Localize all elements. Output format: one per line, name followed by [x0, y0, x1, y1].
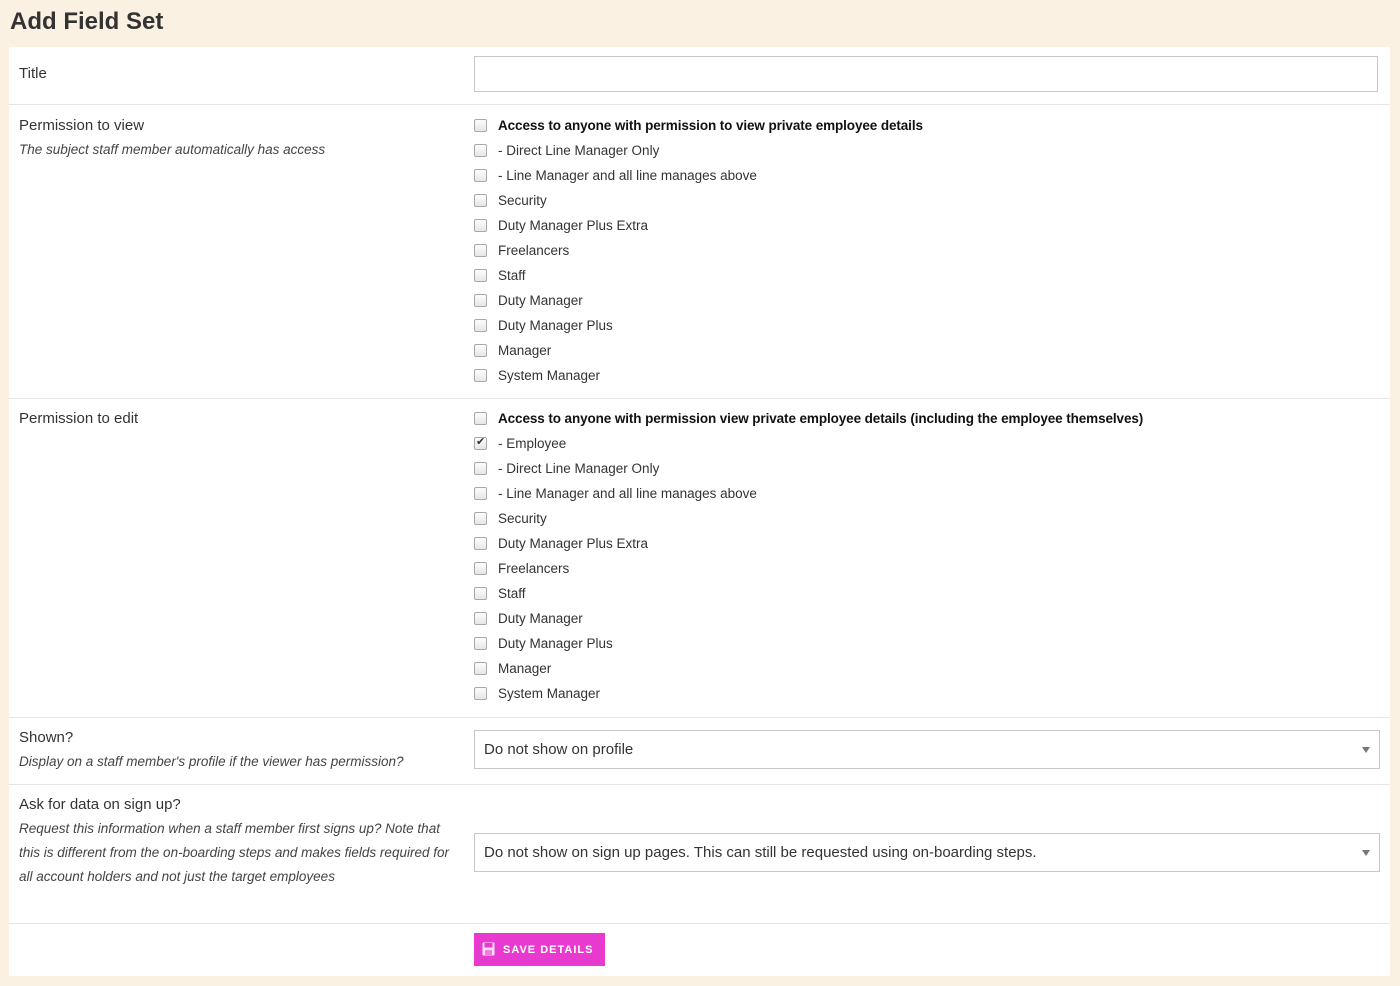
shown-row	[9, 717, 1390, 784]
checkbox-item[interactable]	[474, 268, 1374, 293]
checkbox[interactable]	[474, 637, 487, 650]
checkbox[interactable]	[474, 412, 487, 425]
page-title: Add Field Set	[10, 8, 164, 35]
checkbox-item[interactable]	[474, 318, 1374, 343]
checkbox-item[interactable]	[474, 411, 1374, 436]
checkbox-item[interactable]	[474, 343, 1374, 368]
floppy-disk-icon	[482, 942, 495, 956]
checkbox-label: - Direct Line Manager Only	[498, 143, 660, 158]
checkbox[interactable]	[474, 269, 487, 282]
checkbox-item[interactable]	[474, 243, 1374, 268]
permission-view-hint: The subject staff member automatically has access	[19, 142, 326, 157]
title-input[interactable]	[474, 56, 1378, 92]
checkbox-item[interactable]	[474, 461, 1374, 486]
checkbox-item[interactable]	[474, 636, 1374, 661]
checkbox[interactable]	[474, 294, 487, 307]
checkbox[interactable]	[474, 244, 487, 257]
actions-row	[9, 923, 1390, 977]
checkbox-label: Manager	[498, 343, 552, 358]
permission-view-label: Permission to view	[19, 117, 145, 134]
checkbox-label: System Manager	[498, 686, 601, 701]
permission-edit-row	[9, 398, 1390, 717]
checkbox-label: Access to anyone with permission to view private employee details	[498, 118, 923, 133]
checkbox-label: Staff	[498, 586, 526, 601]
checkbox-label: Access to anyone with permission view private employee details (including the employee themselves)	[498, 411, 1144, 426]
checkbox-item[interactable]	[474, 561, 1374, 586]
checkbox[interactable]	[474, 662, 487, 675]
checkbox[interactable]	[474, 612, 487, 625]
checkbox[interactable]	[474, 369, 487, 382]
title-row	[9, 47, 1390, 104]
chevron-down-icon	[1362, 747, 1370, 753]
checkbox[interactable]	[474, 462, 487, 475]
checkbox[interactable]	[474, 194, 487, 207]
signup-row	[9, 784, 1390, 923]
checkbox-item[interactable]	[474, 143, 1374, 168]
checkbox-item[interactable]	[474, 661, 1374, 686]
checkbox[interactable]	[474, 319, 487, 332]
checkbox-item[interactable]	[474, 536, 1374, 561]
save-details-label: SAVE DETAILS	[503, 944, 594, 956]
checkbox-label: Freelancers	[498, 561, 570, 576]
checkbox[interactable]	[474, 219, 487, 232]
checkbox-label: System Manager	[498, 368, 601, 383]
checkbox-label: Security	[498, 511, 547, 526]
checkbox-label: - Employee	[498, 436, 567, 451]
checkbox[interactable]	[474, 344, 487, 357]
signup-select-value: Do not show on sign up pages. This can still be requested using on-boarding steps.	[484, 844, 1037, 861]
shown-select[interactable]	[474, 730, 1380, 769]
field-set-form	[9, 47, 1390, 976]
checkbox-label: - Direct Line Manager Only	[498, 461, 660, 476]
checkbox[interactable]	[474, 119, 487, 132]
shown-select-value: Do not show on profile	[484, 741, 634, 758]
permission-edit-label: Permission to edit	[19, 410, 139, 427]
checkbox-label: Duty Manager Plus	[498, 318, 613, 333]
shown-label: Shown?	[19, 729, 74, 746]
checkbox-item[interactable]	[474, 586, 1374, 611]
checkbox-item[interactable]	[474, 486, 1374, 511]
save-details-button[interactable]	[474, 933, 605, 966]
checkbox[interactable]	[474, 437, 487, 450]
signup-label: Ask for data on sign up?	[19, 796, 181, 813]
checkbox-item[interactable]	[474, 436, 1374, 461]
chevron-down-icon	[1362, 850, 1370, 856]
checkbox-label: Duty Manager Plus Extra	[498, 218, 649, 233]
checkbox-item[interactable]	[474, 218, 1374, 243]
signup-hint: Request this information when a staff member first signs up? Note that this is different from the on-boarding steps and makes fields required for all account holders and not just the target employees	[19, 821, 449, 884]
checkbox[interactable]	[474, 487, 487, 500]
checkbox-item[interactable]	[474, 511, 1374, 536]
checkbox-label: Duty Manager	[498, 611, 583, 626]
checkbox[interactable]	[474, 537, 487, 550]
checkbox-item[interactable]	[474, 368, 1374, 393]
checkbox-item[interactable]	[474, 193, 1374, 218]
checkbox[interactable]	[474, 687, 487, 700]
checkbox-label: Freelancers	[498, 243, 570, 258]
permission-view-row	[9, 104, 1390, 398]
checkbox-item[interactable]	[474, 611, 1374, 636]
checkbox[interactable]	[474, 144, 487, 157]
checkbox[interactable]	[474, 587, 487, 600]
checkbox-label: - Line Manager and all line manages above	[498, 486, 757, 501]
checkbox-item[interactable]	[474, 168, 1374, 193]
title-label: Title	[19, 65, 47, 82]
checkbox[interactable]	[474, 512, 487, 525]
checkbox-label: Staff	[498, 268, 526, 283]
signup-select[interactable]	[474, 833, 1380, 872]
shown-hint: Display on a staff member's profile if the viewer has permission?	[19, 754, 404, 769]
checkbox-label: Manager	[498, 661, 552, 676]
checkbox-label: Duty Manager Plus Extra	[498, 536, 649, 551]
checkbox-label: Security	[498, 193, 547, 208]
checkbox-item[interactable]	[474, 293, 1374, 318]
checkbox-label: - Line Manager and all line manages above	[498, 168, 757, 183]
checkbox-item[interactable]	[474, 118, 1374, 143]
checkbox[interactable]	[474, 562, 487, 575]
checkbox[interactable]	[474, 169, 487, 182]
checkbox-item[interactable]	[474, 686, 1374, 711]
checkbox-label: Duty Manager	[498, 293, 583, 308]
checkbox-label: Duty Manager Plus	[498, 636, 613, 651]
